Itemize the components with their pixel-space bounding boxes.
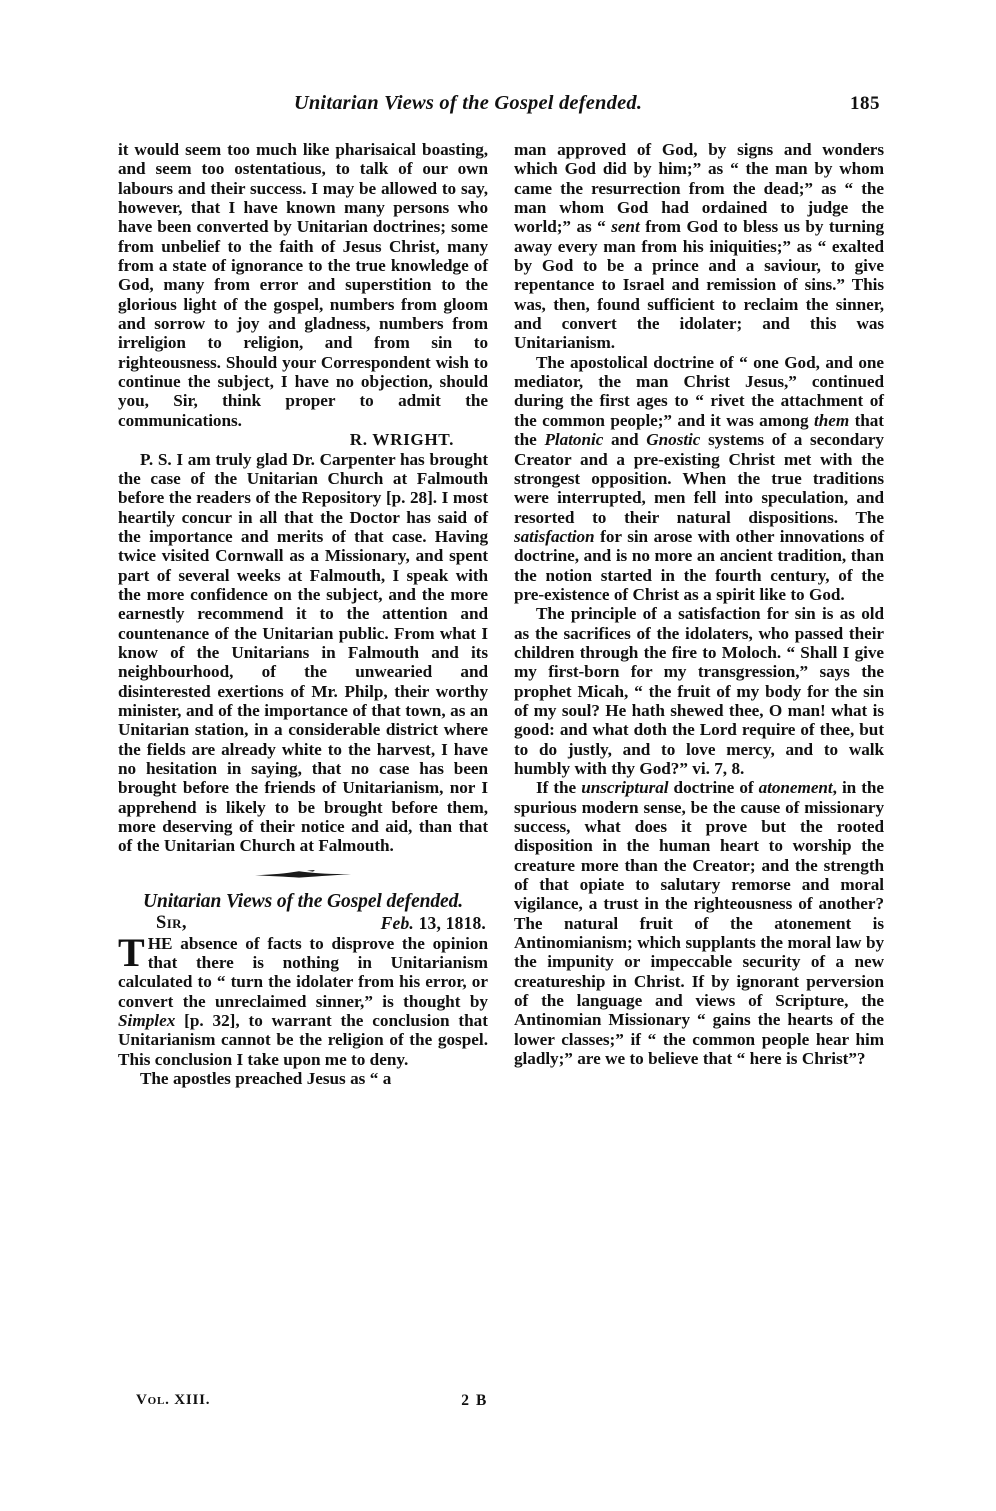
right-2-italic-them: them xyxy=(814,410,850,430)
right-1-b: from God to bless us by turning away every man from his iniquities;” as “ exalted by God to be a prince and a saviour, to give repentance to Israel and remission of sins.” This was, then, found sufficient to reclaim the sinner, and convert the idolater; and this was Unitarianism. xyxy=(514,217,884,353)
two-column-body xyxy=(118,140,883,1088)
running-head-title: Unitarian Views of the Gospel defended. xyxy=(293,92,643,114)
right-2-italic-platonic: Platonic xyxy=(544,430,604,450)
right-4-c: , in the spurious modern sense, be the cause of missionary success, what does it prove but the rooted disposition in the human heart to worship the creature more than the Creator; and the strength of that opiate to salutary remorse and moral vigilance, a trust in the righteousness of another? The natural fruit of the atonement is Antinomianism; which supplants the moral law by the impunity or impeccable security of a new creatureship in Christ. If by ignorant perversion of the language and views of Scripture, the Antinomian Missionary “ gains the hearts of the lower classes;” if “ the common people hear him gladly;” are we to believe that “ here is Christ”? xyxy=(514,778,884,1069)
salutation: Sir, xyxy=(156,912,187,933)
page-number: 185 xyxy=(850,93,880,114)
right-2-d: systems of a secondary Creator and a pre-existing Christ met with the strongest opposition. When the true traditions were interrupted, men fell into speculation, and resorted to their natural dispositions. The xyxy=(514,430,884,527)
right-2-e: for sin arose with other innovations of doctrine, and is no more an ancient tradition, than the notion started in the fourth century, of the pre-existence of Christ as a spirit like to God. xyxy=(514,526,884,604)
author-signature: R. WRIGHT. xyxy=(349,430,454,450)
paragraph-right-3: The principle of a satisfaction for sin is as old as the sacrifices of the idolaters, who passed their children through the fire to Moloch. “ Shall I give my first-born for my transgression,” says the prophet Micah, “ the fruit of my body for the sin of my soul? He hath shewed thee, O man! what is good: and what doth the Lord require of thee, but to do justly, and to love mercy, and to walk humbly with thy God?” vi. 7, 8. xyxy=(514,604,884,778)
opening-text-b: [p. 32], to warrant the conclusion that Unitarianism cannot be the religion of the gospel. This conclusion I take upon me to deny. xyxy=(118,1011,488,1069)
paragraph-postscript: P. S. I am truly glad Dr. Carpenter has brought the case of the Unitarian Church at Falmouth before the readers of the Repository [p. 28]. I most heartily concur in all that the Doctor has said of the importance and merits of that case. Having twice visited Cornwall as a Missionary, and spent part of several weeks at Falmouth, I speak with the more confidence on the subject, and the more earnestly recommend it to the attention and countenance of the Unitarian public. From what I know of the Unitarians in Falmouth and its neighbourhood, of the unwearied and disinterested exertions of Mr. Philp, their worthy minister, and of the importance of that town, as an Unitarian station, in a considerable district where the fields are already white to the harvest, I have no hesitation in saying, that no case has been brought before the friends of Unitarianism, nor I apprehend is likely to be brought before them, more deserving of their notice and aid, than that of the Unitarian Church at Falmouth. xyxy=(118,449,488,856)
paragraph-right-2 xyxy=(514,353,884,604)
paragraph-right-4 xyxy=(514,778,884,1068)
right-column xyxy=(514,140,884,1088)
page-footer xyxy=(118,1392,488,1414)
section-divider xyxy=(118,856,488,890)
volume-label: Vol. XIII. xyxy=(136,1392,211,1408)
article-title: Unitarian Views of the Gospel defended. xyxy=(142,890,464,912)
salutation-row xyxy=(118,913,488,934)
right-2-c: and xyxy=(603,430,647,450)
right-4-a: If the xyxy=(536,778,582,798)
opening-italic-simplex: Simplex xyxy=(118,1011,176,1031)
right-2-italic-gnostic: Gnostic xyxy=(646,430,701,450)
paragraph-final-left: The apostles preached Jesus as “ a xyxy=(140,1069,392,1089)
running-head xyxy=(118,92,880,118)
dateline-rest: 13, 1818. xyxy=(414,912,486,933)
right-4-italic-atonement: atonement xyxy=(758,778,833,798)
paragraph-continued: it would seem too much like pharisaical boasting, and seem too ostentatious, to talk of our own labours and their success. I may be allowed to say, however, that I have known many persons who have been converted by Unitarian doctrines; some from unbelief to the faith of Jesus Christ, many from a state of ignorance to the true knowledge of God, many from error and superstition to the glorious light of the gospel, numbers from gloom and sorrow to joy and gladness, numbers from irreligion to religion, and from sin to righteousness. Should your Correspondent wish to continue the subject, I have no objection, should you, Sir, think proper to admit the communications. xyxy=(118,140,488,430)
left-column xyxy=(118,140,488,1088)
right-4-italic-unscriptural: unscriptural xyxy=(581,778,669,798)
dateline xyxy=(381,913,486,934)
paragraph-right-1 xyxy=(514,140,884,353)
drop-cap: T xyxy=(118,929,145,975)
right-2-b: that the xyxy=(514,410,884,450)
right-1-a: man approved of God, by signs and wonders which God did by him;” as “ the man by whom came the resurrection from the dead;” as “ the man whom God had ordained to judge the world;” as “ xyxy=(514,140,884,237)
right-2-italic-satisfaction: satisfaction xyxy=(514,526,595,546)
opening-text-a: HE absence of facts to disprove the opinion that there is nothing in Unitarianism calculated to “ turn the idolater from his error, or convert the unreclaimed sinner,” is thought by xyxy=(118,933,488,1011)
right-2-a: The apostolical doctrine of “ one God, and one mediator, the man Christ Jesus,” continued during the first ages to “ rivet the attachment of the common people;” and it was among xyxy=(514,352,884,430)
signature-mark: 2 B xyxy=(461,1392,488,1409)
lens-ornament-icon xyxy=(255,870,351,879)
right-1-italic-sent: sent xyxy=(611,217,640,237)
paragraph-opening xyxy=(118,929,488,1069)
right-4-b: doctrine of xyxy=(668,778,759,798)
dateline-month: Feb. xyxy=(380,912,414,933)
